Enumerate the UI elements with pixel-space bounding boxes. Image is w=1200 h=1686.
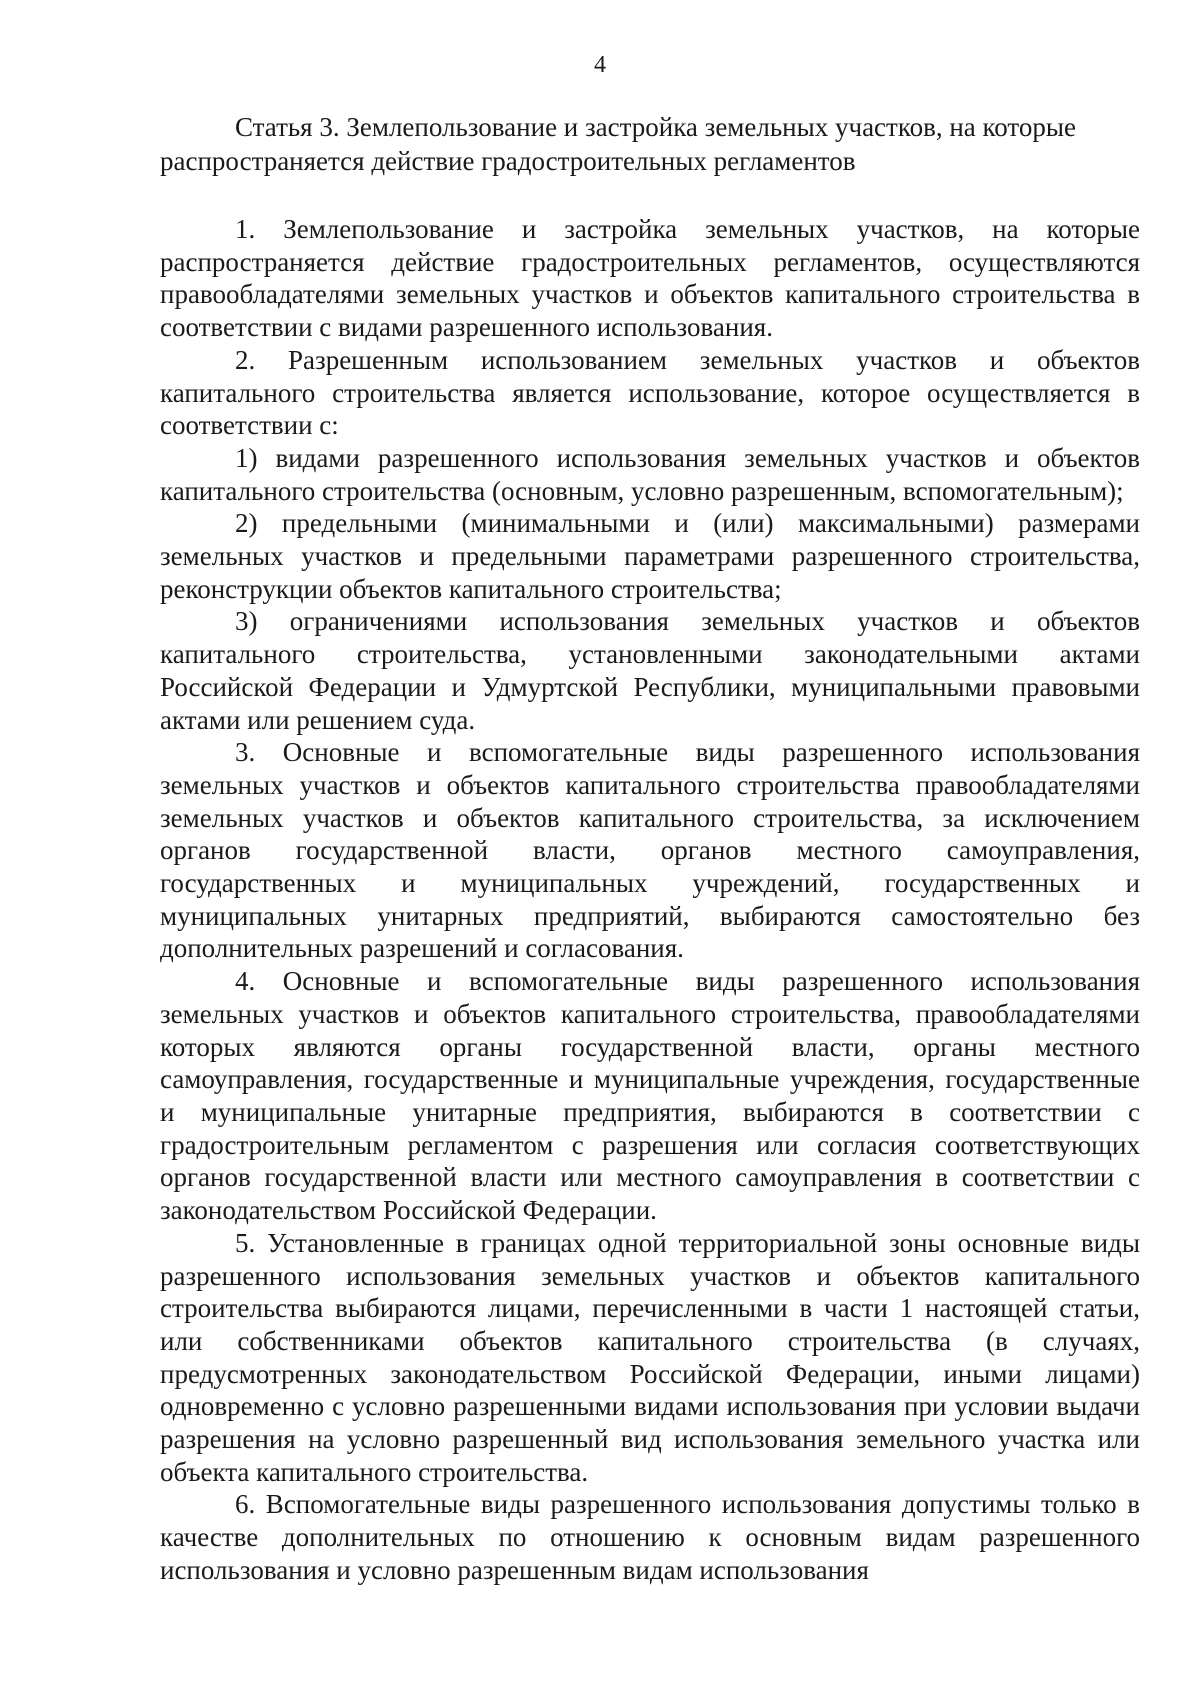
paragraph-4: 4. Основные и вспомогательные виды разрешенного использования земельных участков и объектов капитального строительства, правообладателями которых являются органы государственной власти, органы местного самоуправления, государственные и муниципальные учреждения, государственные и муниципальные унитарные предприятия, выбираются в соответствии с градостроительным регламентом с разрешения или согласия соответствующих органов государственной власти или местного самоуправления в соответствии с законодательством Российской Федерации.: [160, 966, 1140, 1226]
article-body: [160, 213, 1140, 1587]
paragraph-2-item-1: 1) видами разрешенного использования земельных участков и объектов капитального строительства (основным, условно разрешенным, вспомогательным);: [160, 442, 1140, 506]
paragraph-2-item-3: 3) ограничениями использования земельных участков и объектов капитального строительства, установленными законодательными актами Российской Федерации и Удмуртской Республики, муниципальными правовыми актами или решением суда.: [160, 606, 1140, 735]
paragraph-5: 5. Установленные в границах одной территориальной зоны основные виды разрешенного использования земельных участков и объектов капитального строительства выбираются лицами, перечисленными в части 1 настоящей статьи, или собственниками объектов капитального строительства (в случаях, предусмотренных законодательством Российской Федерации, иными лицами) одновременно с условно разрешенными видами использования при условии выдачи разрешения на условно разрешенный вид использования земельного участка или объекта капитального строительства.: [160, 1227, 1140, 1487]
paragraph-6: 6. Вспомогательные виды разрешенного использования допустимы только в качестве дополнительных по отношению к основным видам разрешенного использования и условно разрешенным видам использования: [160, 1489, 1140, 1585]
paragraph-1: 1. Землепользование и застройка земельных участков, на которые распространяется действие градостроительных регламентов, осуществляются правообладателями земельных участков и объектов капитального строительства в соответствии с видами разрешенного использования.: [160, 214, 1140, 343]
page-number: 4: [594, 52, 606, 78]
paragraph-2: 2. Разрешенным использованием земельных участков и объектов капитального строительства является использование, которое осуществляется в соответствии с:: [160, 344, 1140, 441]
paragraph-2-item-2: 2) предельными (минимальными и (или) максимальными) размерами земельных участков и предельными параметрами разрешенного строительства, реконструкции объектов капитального строительства;: [160, 508, 1140, 604]
article-heading: Статья 3. Землепользование и застройка земельных участков, на которые распространяется действие градостроительных регламентов: [160, 112, 1076, 176]
paragraph-3: 3. Основные и вспомогательные виды разрешенного использования земельных участков и объектов капитального строительства правообладателями земельных участков и объектов капитального строительства, за исключением органов государственной власти, органов местного самоуправления, государственных и муниципальных учреждений, государственных и муниципальных унитарных предприятий, выбираются самостоятельно без дополнительных разрешений и согласования.: [160, 737, 1140, 964]
